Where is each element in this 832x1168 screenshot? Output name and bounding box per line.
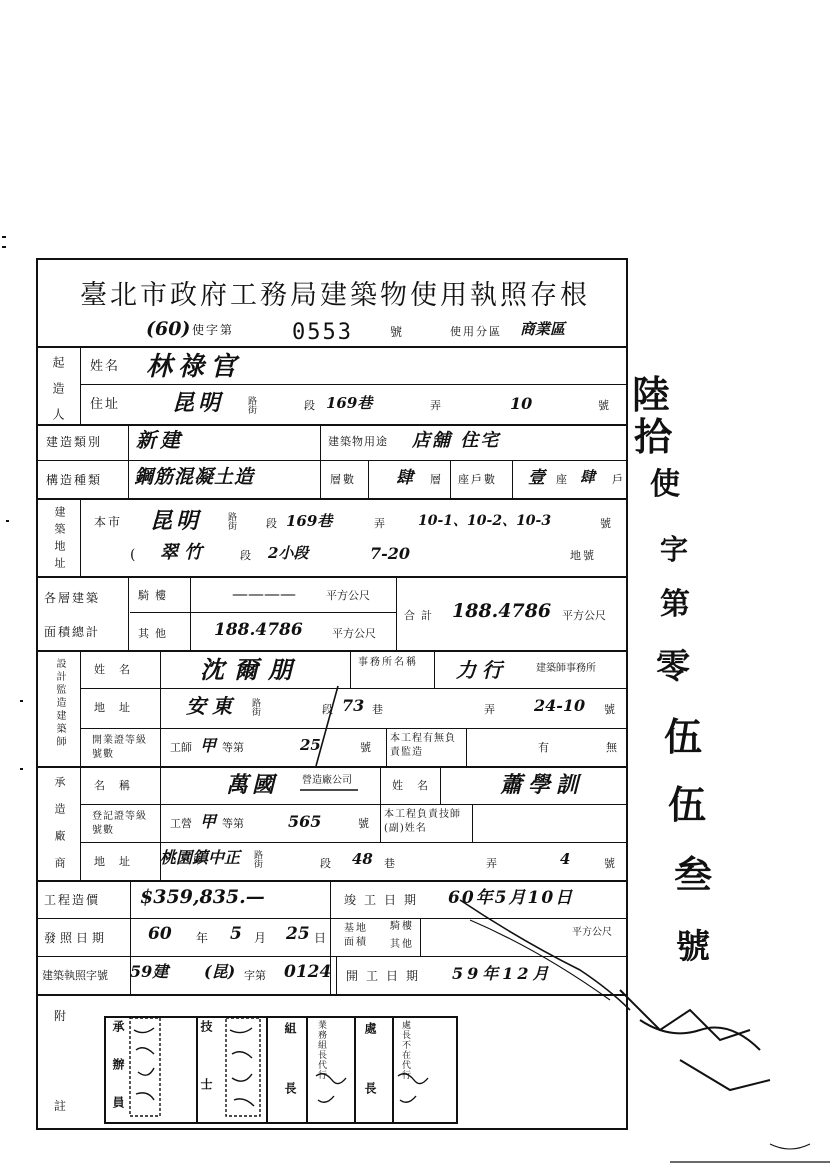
units-unit-2: 戶 [612, 473, 623, 486]
architect-name-value: 沈爾朋 [200, 655, 302, 684]
contractor-cert-prefix: 工營 [170, 817, 192, 830]
owner-lane: 169巷 [326, 394, 373, 412]
building-use-label: 建築物用途 [328, 435, 388, 448]
owner-name-label: 姓名 [90, 359, 121, 374]
permit-no: 0124 [284, 962, 332, 982]
document-title: 臺北市政府工務局建築物使用執照存根 [80, 280, 590, 311]
site-road-suffix: 路街 [226, 512, 236, 530]
building-type-label: 建造類別 [46, 435, 103, 449]
architect-supervise-suffix: 無 [606, 741, 619, 754]
issue-day-unit: 日 [314, 931, 327, 945]
architect-supervise-label: 本工程有無負責監造 [390, 733, 456, 758]
site-city: 本市 [94, 515, 123, 529]
base-qilou: 騎樓 [390, 921, 414, 932]
base-unit: 平方公尺 [572, 927, 612, 938]
contractor-type-value: 營造廠公司 [302, 775, 352, 786]
permit-label: 建築執照字號 [42, 969, 108, 982]
site-nos: 10-1、10-2、10-3 [418, 513, 552, 529]
architect-addr-road-suffix: 路街 [250, 698, 260, 716]
issue-year-unit: 年 [196, 931, 209, 945]
architect-cert-label: 開業證等級號數 [92, 735, 147, 760]
bleed-char-0: 陸 [632, 372, 671, 417]
bleed-char-6: 伍 [664, 714, 703, 759]
architect-addr-no: 24-10 [534, 696, 586, 715]
bleed-char-2: 使 [650, 467, 680, 502]
architect-cert-prefix: 工師 [170, 741, 192, 754]
contractor-addr-no: 4 [560, 850, 571, 868]
area-section-label-1: 各層建築 [44, 591, 101, 605]
cost-value: $359,835.— [140, 886, 265, 908]
site-land-no: 7-20 [370, 544, 411, 563]
permit-value-2: (昆) [204, 962, 236, 981]
owner-name-value: 林祿官 [146, 352, 243, 382]
contractor-cert-hao: 號 [358, 817, 369, 830]
contractor-addr-road-suffix: 路街 [252, 850, 262, 868]
bleed-char-8: 叁 [674, 852, 713, 897]
total-value: 188.4786 [452, 600, 552, 622]
architect-cert-no: 25 [300, 736, 321, 754]
site-section-label: 建築地址 [53, 506, 66, 574]
zone-label: 使用分區 [450, 325, 502, 338]
bleed-char-7: 伍 [668, 782, 707, 827]
owner-duan: 段 [304, 399, 317, 412]
architect-cert-hao: 號 [360, 741, 371, 754]
issue-month-unit: 月 [254, 931, 267, 945]
owner-no: 10 [510, 394, 533, 413]
architect-addr-alley-label: 弄 [484, 703, 497, 716]
permit-zi-label: 使字第 [192, 323, 235, 337]
other-unit: 平方公尺 [332, 627, 376, 640]
note-bottom: 註 [54, 1099, 69, 1113]
permit-year: (60) [146, 318, 191, 340]
contractor-addr-lane-label: 巷 [384, 857, 397, 870]
contractor-name-value: 萬國 [226, 772, 279, 798]
issue-day: 25 [286, 924, 310, 944]
site-lane: 169巷 [286, 512, 333, 530]
contractor-section-label: 承造廠商 [53, 776, 66, 884]
contractor-cert-label: 登記證等級號數 [92, 811, 147, 836]
contractor-cert-grade: 甲 [200, 812, 217, 831]
building-use-value: 店舖 住宅 [412, 430, 501, 451]
units-label: 座戶數 [458, 473, 497, 486]
units-value: 壹 [528, 468, 545, 488]
issue-month: 5 [230, 924, 242, 944]
area-section-label-2: 面積總計 [44, 625, 101, 639]
contractor-person-value: 蕭學訓 [500, 772, 585, 798]
bleed-char-1: 拾 [634, 414, 673, 459]
contractor-cert-mid: 等第 [222, 817, 244, 830]
site-sub-section: 2小段 [268, 544, 309, 562]
sign-label-chief: 組長 [283, 1022, 297, 1142]
site-paren: ( [130, 547, 136, 563]
contractor-addr-label: 地址 [94, 855, 144, 868]
contractor-cert-no: 565 [288, 812, 322, 831]
issue-year: 60 [148, 924, 172, 944]
side-text-2: 處長不在代行 [400, 1020, 410, 1080]
side-text-1: 業務組長代行 [316, 1020, 326, 1080]
owner-hao: 號 [598, 399, 611, 412]
architect-addr-road: 安東 [186, 694, 238, 718]
contractor-addr-duan: 段 [320, 857, 333, 870]
site-road: 昆明 [150, 508, 203, 534]
owner-road-suffix: 路街 [246, 396, 256, 414]
building-type-value: 新建 [136, 428, 184, 452]
contractor-name-label: 名稱 [94, 779, 144, 792]
contractor-addr-road: 桃園鎮中正 [160, 848, 241, 867]
architect-cert-grade: 甲 [200, 736, 217, 755]
total-unit: 平方公尺 [562, 609, 606, 622]
bleed-char-3: 字 [660, 533, 689, 566]
bleed-char-4: 第 [660, 587, 690, 622]
architect-office-suffix: 建築師事務所 [536, 663, 596, 674]
base-label: 基地面積 [344, 923, 368, 948]
contractor-addr-lane: 48 [352, 850, 373, 868]
architect-addr-hao: 號 [604, 703, 617, 716]
structure-value: 鋼筋混凝土造 [134, 466, 255, 488]
permit-value: 59建 [130, 962, 169, 981]
site-alley: 弄 [374, 517, 387, 530]
sign-label-clerk: 承辦員 [111, 1020, 125, 1134]
floors-value: 肆 [396, 468, 413, 488]
architect-supervise-value: 有 [538, 741, 551, 754]
permit-zi: 字第 [244, 969, 266, 982]
note-top: 附 [54, 1009, 69, 1023]
base-other: 其他 [390, 939, 414, 950]
issue-label: 發照日期 [44, 931, 109, 945]
owner-road: 昆明 [172, 390, 225, 416]
contractor-tech-label: 本工程負責技師(副)姓名 [384, 809, 461, 834]
units-value-2: 肆 [580, 468, 596, 486]
sign-label-technician: 技士 [199, 1020, 213, 1136]
other-label: 其他 [138, 627, 172, 640]
site-hao: 號 [600, 517, 613, 530]
qilou-unit: 平方公尺 [326, 589, 370, 602]
architect-section-label: 設計監造建築師 [54, 658, 65, 749]
site-land-no-label: 地號 [570, 549, 596, 562]
permit-number: 0553 [292, 320, 353, 345]
start-label: 開工日期 [346, 969, 427, 983]
total-label: 合計 [404, 609, 438, 622]
site-duan: 段 [266, 517, 279, 530]
cost-label: 工程造價 [44, 893, 101, 907]
architect-cert-mid: 等第 [222, 741, 244, 754]
contractor-addr-alley-label: 弄 [486, 857, 499, 870]
qilou-dash: ———— [232, 584, 296, 603]
sign-label-director: 處長 [363, 1022, 377, 1142]
architect-name-label: 姓名 [94, 663, 144, 676]
floors-label: 層數 [330, 473, 356, 486]
qilou-label: 騎樓 [138, 589, 172, 602]
structure-label: 構造種類 [46, 473, 103, 487]
owner-alley: 弄 [430, 399, 443, 412]
contractor-person-label: 姓名 [392, 779, 442, 792]
site-duan-2: 段 [240, 549, 253, 562]
zone-value: 商業區 [520, 320, 566, 338]
architect-office-value: 力行 [456, 658, 508, 682]
contractor-addr-hao: 號 [604, 857, 617, 870]
bleed-char-9: 號 [676, 927, 710, 967]
architect-addr-lane-label: 巷 [372, 703, 385, 716]
floors-unit: 層 [430, 473, 441, 486]
units-unit-1: 座 [556, 473, 567, 486]
architect-addr-duan: 段 [322, 703, 335, 716]
site-land-section: 翠竹 [160, 542, 208, 563]
permit-hao: 號 [390, 325, 405, 339]
complete-label: 竣工日期 [344, 893, 425, 907]
owner-section-label: 起造人 [51, 356, 65, 434]
architect-office-label: 事務所名稱 [358, 657, 418, 668]
architect-addr-label: 地址 [94, 701, 144, 714]
other-value: 188.4786 [214, 620, 303, 640]
start-value: 59年12月 [452, 964, 553, 983]
architect-addr-lane: 73 [342, 696, 365, 715]
complete-value: 60年5月10日 [448, 888, 575, 908]
bleed-char-5: 零 [656, 647, 690, 687]
owner-addr-label: 住址 [90, 397, 121, 412]
